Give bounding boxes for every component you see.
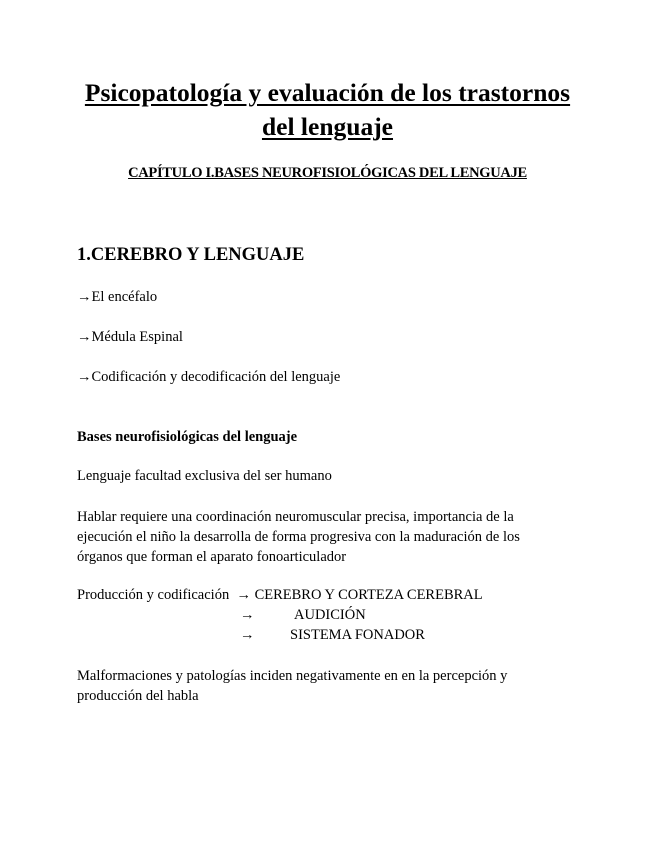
paragraph-2: Hablar requiere una coordinación neuromuscular precisa, importancia de la ejecución el niño la desarrolla de forma progresiva con la maduración de los órganos que forman el aparato fonoarticulador (77, 509, 520, 565)
bullet-codificacion: →Codificación y decodificación del lenguaje (77, 369, 341, 385)
production-target-2: AUDICIÓN (294, 607, 366, 623)
bullet-encefalo: →El encéfalo (77, 289, 158, 305)
production-row-1 (77, 587, 483, 604)
section-heading: 1.CEREBRO Y LENGUAJE (77, 245, 305, 265)
production-row-3 (240, 627, 255, 644)
document-title (40, 76, 615, 144)
subheading: Bases neurofisiológicas del lenguaje (77, 429, 298, 445)
title-line-2: del lenguaje (261, 112, 394, 141)
production-arrow-3: → (240, 627, 255, 643)
production-label: Producción y codificación (77, 587, 230, 603)
production-target-3: SISTEMA FONADOR (290, 627, 425, 643)
paragraph-1: Lenguaje facultad exclusiva del ser humano (77, 468, 332, 484)
production-target-1: → CEREBRO Y CORTEZA CEREBRAL (236, 587, 483, 603)
production-row-2 (240, 607, 255, 624)
production-arrow-2: → (240, 607, 255, 623)
bullet-medula: →Médula Espinal (77, 329, 183, 345)
title-line-1: Psicopatología y evaluación de los trastornos (84, 78, 571, 107)
paragraph-3: Malformaciones y patologías inciden negativamente en en la percepción y producción del habla (77, 668, 508, 704)
chapter-heading: CAPÍTULO I.BASES NEUROFISIOLÓGICAS DEL LENGUAJE (128, 165, 527, 181)
